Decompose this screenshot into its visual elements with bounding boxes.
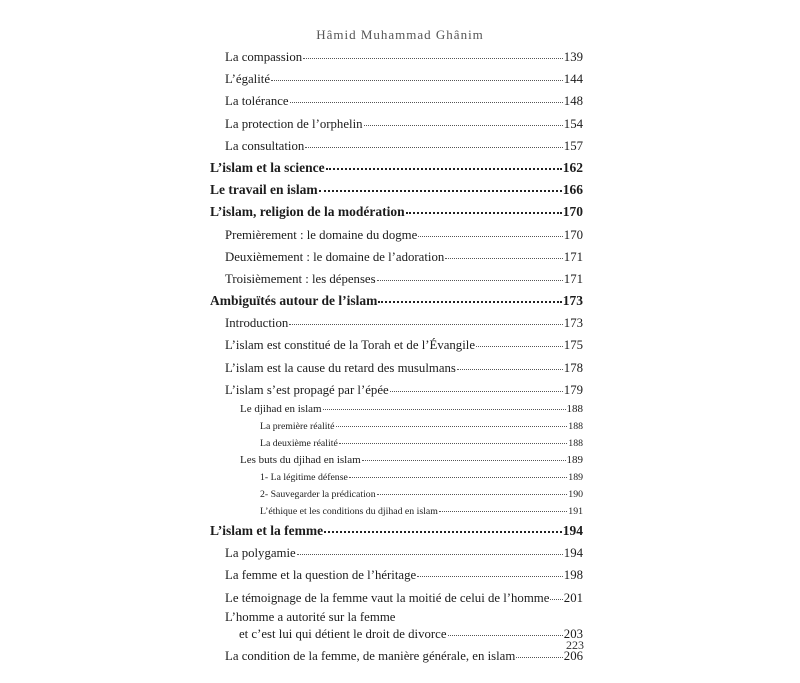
toc-entry-line2 — [225, 625, 583, 643]
toc-entry-title: La deuxième réalité — [260, 438, 338, 449]
toc-entry-page: 191 — [568, 506, 583, 517]
toc-entry — [210, 113, 583, 135]
toc-entry-page: 190 — [568, 489, 583, 500]
toc-entry — [210, 290, 583, 312]
toc-entry — [210, 418, 583, 435]
toc-entry — [210, 401, 583, 418]
dot-leader — [377, 486, 568, 495]
toc-entry-page: 194 — [563, 546, 583, 561]
toc-entry-title: L’islam et la femme — [210, 523, 324, 538]
toc-entry — [210, 46, 583, 68]
dot-leader — [305, 137, 563, 148]
toc-entry-page: 189 — [568, 472, 583, 483]
toc-entry-title: L’islam s’est propagé par l’épée — [225, 382, 389, 397]
dot-leader — [336, 418, 568, 427]
dot-leader — [362, 451, 566, 461]
toc-entry-page: 148 — [563, 94, 583, 109]
toc-entry — [210, 357, 583, 379]
toc-entry — [210, 486, 583, 503]
toc-entry-title-line1: L’homme a autorité sur la femme — [225, 609, 396, 624]
dot-leader — [289, 314, 563, 325]
toc-entry — [210, 564, 583, 586]
toc-entry — [210, 179, 583, 201]
toc-entry-page: 144 — [563, 72, 583, 87]
dot-leader — [476, 336, 563, 347]
toc-entry-page: 194 — [562, 523, 583, 538]
dot-leader — [339, 435, 568, 444]
toc-entry — [210, 68, 583, 90]
toc-entry-title: Troisièmement : les dépenses — [225, 271, 376, 286]
dot-leader — [550, 588, 562, 599]
toc-entry — [210, 201, 583, 223]
toc-entry-page: 188 — [568, 438, 583, 449]
dot-leader — [390, 381, 563, 392]
toc-entry-page: 170 — [563, 227, 583, 242]
toc-entry-page: 188 — [566, 403, 583, 415]
toc-entry-title: Les buts du djihad en islam — [240, 454, 361, 466]
toc-entry — [210, 90, 583, 112]
dot-leader — [303, 48, 563, 59]
dot-leader — [406, 202, 562, 215]
toc-entry — [210, 157, 583, 179]
toc-entry — [210, 435, 583, 452]
toc-entry-page: 170 — [562, 204, 583, 220]
toc-entry-page: 203 — [563, 626, 583, 641]
page-number: 223 — [566, 638, 584, 652]
toc-entry-page: 171 — [563, 271, 583, 286]
toc-entry-page: 201 — [563, 590, 583, 605]
dot-leader — [377, 270, 563, 281]
toc-entry-title: Le travail en islam — [210, 182, 318, 198]
dot-leader — [364, 114, 563, 125]
toc-entry-title: La condition de la femme, de manière générale, en islam — [225, 648, 516, 663]
dot-leader — [439, 503, 567, 512]
toc-entry — [210, 224, 583, 246]
toc-entry-title: La femme et la question de l’héritage — [225, 568, 417, 583]
dot-leader — [326, 157, 562, 170]
toc-entry-title: 1- La légitime défense — [260, 472, 348, 483]
toc-entry-title: 2- Sauvegarder la prédication — [260, 489, 376, 500]
toc-entry-title: La tolérance — [225, 94, 289, 109]
dot-leader — [297, 544, 563, 555]
toc-entry-page: 173 — [563, 316, 583, 331]
toc-entry-page: 198 — [563, 568, 583, 583]
toc-entry-title: La polygamie — [225, 546, 296, 561]
toc-entry — [210, 469, 583, 486]
toc-entry-page: 171 — [563, 249, 583, 264]
dot-leader — [323, 400, 566, 410]
dot-leader — [349, 469, 567, 478]
dot-leader — [418, 225, 563, 236]
toc-entry-title: La première réalité — [260, 421, 335, 432]
toc-entry — [210, 135, 583, 157]
toc-entry-title: Le djihad en islam — [240, 403, 322, 415]
toc-entry-title: Premièrement : le domaine du dogme — [225, 227, 418, 242]
toc-entry-page: 178 — [563, 360, 583, 375]
toc-entry-title: L’éthique et les conditions du djihad en islam — [260, 506, 438, 517]
toc-entry-page: 189 — [566, 454, 583, 466]
dot-leader — [319, 179, 562, 192]
table-of-contents — [210, 46, 583, 667]
toc-entry-page: 154 — [563, 116, 583, 131]
toc-entry-page: 179 — [563, 382, 583, 397]
toc-entry — [210, 645, 583, 667]
toc-entry-page: 157 — [563, 138, 583, 153]
toc-entry — [210, 587, 583, 609]
dot-leader — [271, 70, 563, 81]
running-head: Hâmid Muhammad Ghânim — [316, 27, 484, 42]
toc-entry-title: L’islam, religion de la modération — [210, 204, 405, 220]
dot-leader — [324, 520, 562, 533]
toc-entry-title: L’islam et la science — [210, 159, 325, 175]
toc-entry-title: L’égalité — [225, 72, 271, 87]
toc-entry-page: 188 — [568, 421, 583, 432]
toc-entry-title: Deuxièmement : le domaine de l’adoration — [225, 249, 445, 264]
dot-leader — [378, 290, 561, 303]
toc-entry — [210, 246, 583, 268]
toc-entry — [210, 503, 583, 520]
toc-entry-title: La consultation — [225, 138, 305, 153]
toc-entry — [210, 452, 583, 469]
toc-entry-page: 162 — [562, 159, 583, 175]
dot-leader — [417, 566, 563, 577]
toc-entry — [210, 312, 583, 334]
toc-entry-page: 166 — [562, 182, 583, 198]
toc-entry-title: La compassion — [225, 50, 303, 64]
toc-entry-page: 206 — [563, 648, 583, 663]
toc-entry — [210, 334, 583, 356]
dot-leader — [290, 92, 563, 103]
toc-entry-title: Le témoignage de la femme vaut la moitié de celui de l’homme — [225, 590, 550, 605]
toc-entry-multiline — [210, 609, 583, 645]
toc-entry-page: 139 — [563, 50, 583, 64]
toc-entry-title: L’islam est la cause du retard des musulmans — [225, 360, 456, 375]
toc-entry — [210, 268, 583, 290]
toc-entry — [210, 520, 583, 542]
dot-leader — [445, 247, 563, 258]
toc-entry — [210, 379, 583, 401]
toc-entry-title-line2: et c’est lui qui détient le droit de divorce — [239, 626, 447, 641]
toc-entry-page: 175 — [563, 338, 583, 353]
dot-leader — [516, 647, 563, 658]
toc-entry-page: 173 — [562, 293, 583, 309]
toc-entry — [210, 542, 583, 564]
toc-entry-title: Introduction — [225, 316, 289, 331]
toc-entry-title: Ambiguïtés autour de l’islam — [210, 293, 378, 309]
toc-entry-title: L’islam est constitué de la Torah et de l’Évangile — [225, 338, 475, 353]
dot-leader — [448, 625, 563, 636]
toc-entry-title: La protection de l’orphelin — [225, 116, 363, 131]
dot-leader — [457, 358, 563, 369]
